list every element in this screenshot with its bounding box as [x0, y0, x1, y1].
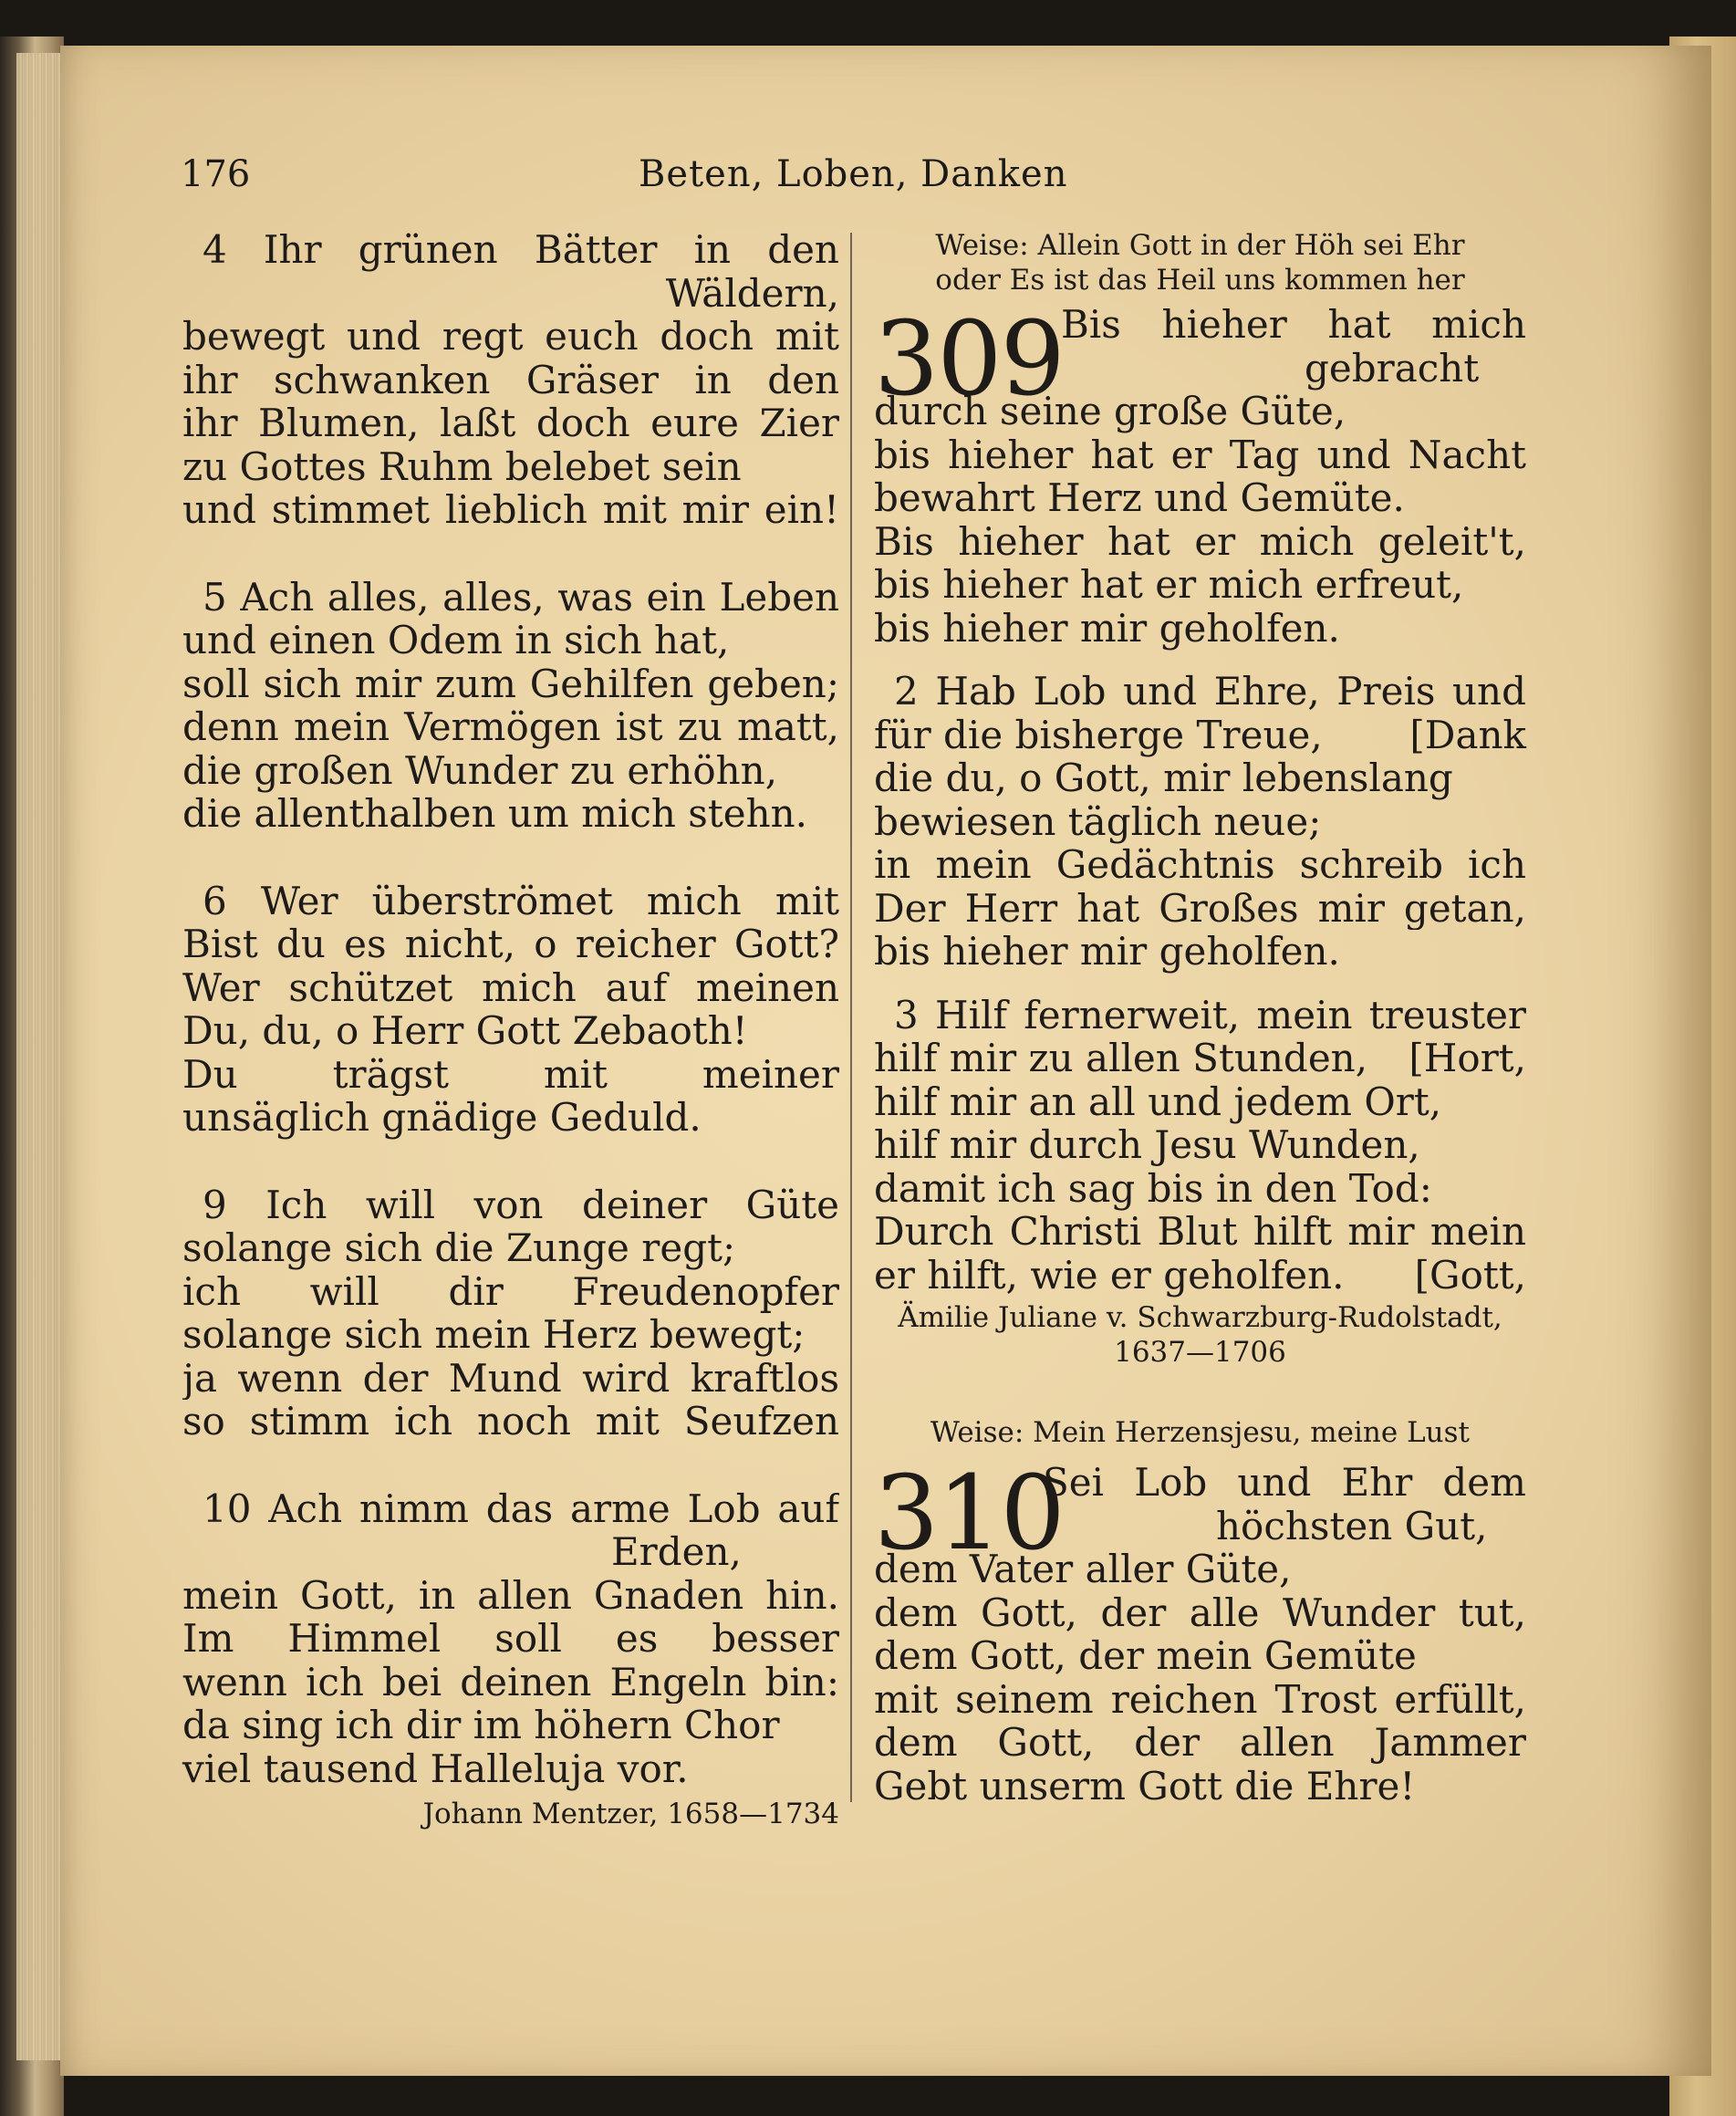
stanza-line: Im Himmel soll es besser [182, 1617, 839, 1661]
hymn-number: 310 [874, 1454, 1064, 1573]
stanza-line: damit ich sag bis in den Tod: [874, 1165, 1432, 1211]
stanza-line [182, 228, 839, 272]
stanza-line: solange sich mein Herz bewegt; [182, 1312, 806, 1357]
stanza-6 [182, 880, 839, 1140]
stanza-line: ja wenn der Mund wird kraftlos [182, 1356, 839, 1400]
stanza-line [874, 714, 1526, 757]
stanza-line: ihr Blumen, laßt doch eure Zier [182, 401, 839, 445]
stanza-line: Wäldern, [665, 270, 839, 316]
stanza-line [874, 1254, 1526, 1298]
stanza-line: viel tausend Halleluja vor. [182, 1746, 689, 1791]
author-dates: 1637—1706 [1114, 1336, 1286, 1369]
stanza-5 [182, 576, 839, 836]
stanza-number: 6 [203, 879, 227, 922]
stanza-line: Du, du, o Herr Gott Zebaoth! [182, 1008, 748, 1053]
stanza-line [874, 994, 1526, 1037]
left-column [182, 228, 839, 1832]
stanza-4 [182, 228, 839, 532]
stanza-line [182, 1487, 839, 1531]
stanza-line [182, 1183, 839, 1227]
page-header [0, 153, 1736, 208]
stanza-line [182, 576, 839, 620]
page-stack-edge [16, 53, 60, 2060]
stanza-text: Ach nimm das arme Lob auf [268, 1486, 839, 1530]
stanza-number: 2 [894, 670, 919, 714]
stanza-line: dem Gott, der allen Jammer [874, 1721, 1526, 1765]
stanza-line: Wer schützet mich auf meinen [182, 965, 839, 1009]
stanza-line [874, 1037, 1526, 1080]
stanza-line: Bis hieher hat mich [1061, 303, 1526, 347]
stanza-line: Gebt unserm Gott die Ehre! [874, 1763, 1416, 1809]
stanza-line: mit seinem reichen Trost erfüllt, [874, 1677, 1526, 1721]
stanza-text: Ach alles, alles, was ein Leben [240, 575, 839, 619]
stanza-line: hilf mir an all und jedem Ort, [874, 1079, 1442, 1124]
running-title: Beten, Loben, Danken [639, 153, 1068, 195]
author-credit: Ämilie Juliane v. Schwarzburg-Rudolstadt, [898, 1301, 1502, 1334]
stanza-line: die du, o Gott, mir lebenslang [874, 756, 1453, 800]
stanza-line: bis hieher hat er Tag und Nacht [874, 433, 1526, 476]
stanza-line: in mein Gedächtnis schreib ich [874, 843, 1526, 887]
stanza-line: unsäglich gnädige Geduld. [182, 1095, 702, 1140]
melody-note: Weise: Mein Herzensjesu, meine Lust [930, 1416, 1470, 1449]
stanza-line: gebracht [1305, 345, 1480, 391]
stanza-number: 4 [203, 228, 227, 272]
melody-note: Weise: Allein Gott in der Höh sei Ehr [935, 229, 1465, 262]
stanza-line: denn mein Vermögen ist zu matt, [182, 705, 839, 749]
stanza-number: 3 [894, 993, 919, 1037]
stanza-line: soll sich mir zum Gehilfen geben; [182, 662, 839, 705]
stanza-line: hilf mir durch Jesu Wunden, [874, 1122, 1420, 1167]
stanza-line: die allenthalben um mich stehn. [182, 791, 808, 836]
bracketed-word: [Hort, [1409, 1036, 1526, 1080]
stanza-line: dem Gott, der mein Gemüte [874, 1633, 1417, 1678]
stanza-line: Der Herr hat Großes mir getan, [874, 886, 1526, 930]
stanza-line: mein Gott, in allen Gnaden hin. [182, 1573, 839, 1617]
stanza-line [182, 880, 839, 923]
hymn-number: 309 [874, 300, 1064, 419]
stanza-line: bis hieher hat er mich erfreut, [874, 562, 1464, 607]
stanza-line [874, 670, 1526, 714]
stanza-line: durch seine große Güte, [874, 389, 1346, 433]
stanza-line: bis hieher mir geholfen. [874, 605, 1340, 651]
stanza-9 [182, 1183, 839, 1444]
stanza-line: und stimmet lieblich mit mir ein! [182, 488, 839, 532]
stanza-text: Wer überströmet mich mit [260, 879, 839, 922]
stanza-text: für die bisherge Treue, [874, 712, 1323, 757]
stanza-line: Erden, [611, 1529, 742, 1574]
stanza-line: Durch Christi Blut hilft mir mein [874, 1210, 1526, 1254]
stanza-line: zu Gottes Ruhm belebet sein [182, 443, 742, 489]
stanza-text: er hilft, wie er geholfen. [874, 1252, 1345, 1298]
column-divider [850, 233, 852, 1802]
stanza-text: Hab Lob und Ehre, Preis und [935, 670, 1526, 714]
stanza-line: bewiesen täglich neue; [874, 798, 1322, 844]
stanza-line: höchsten Gut, [1216, 1503, 1488, 1548]
stanza-line: ihr schwanken Gräser in den [182, 358, 839, 401]
stanza-number: 9 [203, 1183, 227, 1226]
right-column [874, 228, 1526, 1808]
author-credit: Johann Mentzer, 1658—1734 [422, 1798, 839, 1830]
stanza-text: hilf mir zu allen Stunden, [874, 1036, 1368, 1080]
stanza-line: Du trägst mit meiner [182, 1052, 839, 1096]
bracketed-word: [Dank [1409, 712, 1526, 757]
stanza-line: bis hieher mir geholfen. [874, 929, 1340, 974]
stanza-line: bewahrt Herz und Gemüte. [874, 475, 1405, 520]
stanza-number: 5 [203, 575, 227, 619]
stanza-line: bewegt und regt euch doch mit [182, 315, 839, 359]
stanza-line: dem Vater aller Güte, [874, 1547, 1292, 1591]
stanza-line: da sing ich dir im höhern Chor [182, 1703, 780, 1747]
stanza-text: Ich will von deiner Güte [265, 1183, 839, 1226]
page-number: 176 [181, 153, 251, 195]
stanza-line: die großen Wunder zu erhöhn, [182, 747, 778, 793]
stanza-10 [182, 1487, 839, 1791]
stanza-line: Sei Lob und Ehr dem [1043, 1461, 1526, 1505]
stanza-line: Bist du es nicht, o reicher Gott? [182, 922, 839, 966]
stanza-line: und einen Odem in sich hat, [182, 618, 730, 662]
stanza-line: so stimm ich noch mit Seufzen [182, 1400, 839, 1444]
stanza-text: Ihr grünen Bätter in den [263, 228, 839, 272]
stanza-line: dem Gott, der alle Wunder tut, [874, 1590, 1526, 1634]
stanza-text: Hilf fernerweit, mein treuster [934, 993, 1526, 1037]
stanza-line: wenn ich bei deinen Engeln bin: [182, 1660, 839, 1704]
melody-note-alt: oder Es ist das Heil uns kommen her [935, 264, 1465, 297]
stanza-line: Bis hieher hat er mich geleit't, [874, 519, 1526, 563]
bracketed-word: [Gott, [1414, 1252, 1526, 1298]
stanza-number: 10 [203, 1486, 252, 1530]
stanza-line: solange sich die Zunge regt; [182, 1225, 736, 1270]
stanza-line: ich will dir Freudenopfer [182, 1269, 839, 1313]
